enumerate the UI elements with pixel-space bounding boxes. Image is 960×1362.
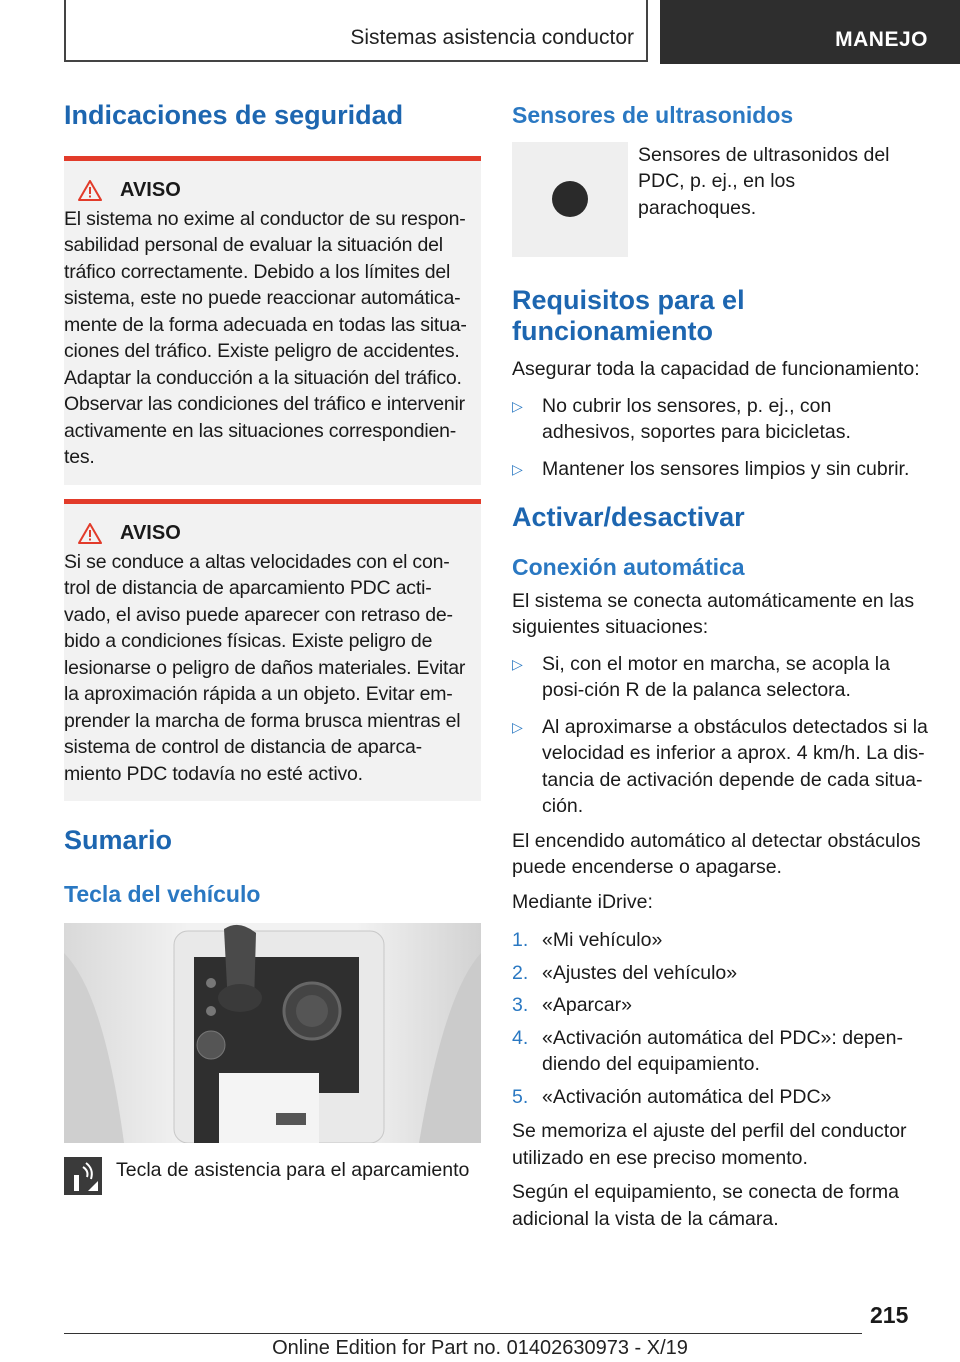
right-column <box>512 100 928 1232</box>
footer-rule <box>64 1333 862 1334</box>
header-chapter-label: MANEJO <box>835 28 928 51</box>
list-item: 4. «Activación automática del PDC»: depen-diendo del equipamiento. <box>512 1026 903 1076</box>
list-item: 1. «Mi vehículo» <box>512 929 663 952</box>
list-item: ▷ Si, con el motor en marcha, se acopla la posi-ción R de la palanca selectora. <box>512 652 890 702</box>
vehicle-key-title: Tecla del vehículo <box>64 881 261 908</box>
auto-connect-note: El encendido automático al detectar obstáculos puede encenderse o apagarse. <box>512 829 921 879</box>
warning-label: AVISO <box>120 521 181 544</box>
sensor-image <box>512 142 628 257</box>
camera-text: Según el equipamiento, se conecta de forma adicional la vista de la cámara. <box>512 1181 900 1230</box>
running-header-chapter <box>660 0 960 64</box>
console-illustration <box>64 923 481 1143</box>
warning-header <box>64 179 473 202</box>
list-item: ▷ Al aproximarse a obstáculos detectados si la velocidad es inferior a aprox. 4 km/h. La dis-tancia de activación depende de cada situa-ción. <box>512 715 928 818</box>
sensor-row <box>512 142 928 257</box>
auto-connect-title: Conexión automática <box>512 554 745 581</box>
safety-title: Indicaciones de seguridad <box>64 100 404 130</box>
parking-key-row <box>64 1157 481 1195</box>
warning-header <box>64 522 473 545</box>
requirements-title: Requisitos para el funcionamiento <box>512 284 745 347</box>
auto-connect-list <box>512 651 928 820</box>
warning-text: El sistema no exime al conductor de su respon-sabilidad personal de evaluar la situación del tráfico correctamente. Debido a los límites del sistema, este no puede reaccionar automática-mente de la forma adecuada en todas las situa-ciones del tráfico. Existe peligro de accidentes. Adaptar la conducción a la situación del tráfico. Observar las condiciones del tráfico e intervenir activamente en las situaciones correspondien-tes. <box>64 207 467 469</box>
ultrasonic-sensors-title: Sensores de ultrasonidos <box>512 102 794 128</box>
warning-label: AVISO <box>120 178 181 201</box>
list-item: ▷ No cubrir los sensores, p. ej., con adhesivos, soportes para bicicletas. <box>512 394 851 444</box>
memo-text: Se memoriza el ajuste del perfil del conductor utilizado en ese preciso momento. <box>512 1120 907 1169</box>
edition-footer: Online Edition for Part no. 01402630973 - X/19 <box>272 1337 688 1359</box>
running-header-section <box>64 0 648 62</box>
left-column <box>64 100 481 1195</box>
header-section-label: Sistemas asistencia conductor <box>350 26 634 49</box>
parking-assist-icon <box>64 1157 102 1195</box>
activate-title: Activar/desactivar <box>512 502 745 533</box>
idrive-intro: Mediante iDrive: <box>512 890 653 913</box>
warning-box-1 <box>64 156 481 485</box>
list-item: 2. «Ajustes del vehículo» <box>512 961 738 984</box>
center-console-image <box>64 923 481 1143</box>
warning-triangle-icon <box>78 180 102 201</box>
parking-key-caption: Tecla de asistencia para el aparcamiento <box>116 1158 470 1181</box>
list-item: 3. «Aparcar» <box>512 994 632 1017</box>
warning-box-2 <box>64 499 481 802</box>
requirements-list <box>512 393 928 483</box>
warning-triangle-icon <box>78 523 102 544</box>
list-item: ▷ Mantener los sensores limpios y sin cubrir. <box>512 457 910 480</box>
summary-title: Sumario <box>64 825 173 856</box>
sensor-icon <box>550 179 590 219</box>
warning-text: Si se conduce a altas velocidades con el con-trol de distancia de aparcamiento PDC acti-vado, el aviso puede aparecer con retraso de-bido a condiciones físicas. Existe peligro de lesionarse o peligro de daños materiales. Evitar la aproximación rápida a un objeto. Evitar em-prender la marcha de forma brusca mientras el sistema de control de distancia de aparca-miento PDC todavía no esté activo. <box>64 550 466 785</box>
idrive-steps <box>512 927 928 1110</box>
sensor-caption: Sensores de ultrasonidos del PDC, p. ej., en los parachoques. <box>638 143 890 219</box>
auto-connect-intro: El sistema se conecta automáticamente en las siguientes situaciones: <box>512 589 915 639</box>
requirements-intro: Asegurar toda la capacidad de funcionamiento: <box>512 358 920 381</box>
page-number: 215 <box>870 1302 909 1328</box>
list-item: 5. «Activación automática del PDC» <box>512 1085 832 1108</box>
